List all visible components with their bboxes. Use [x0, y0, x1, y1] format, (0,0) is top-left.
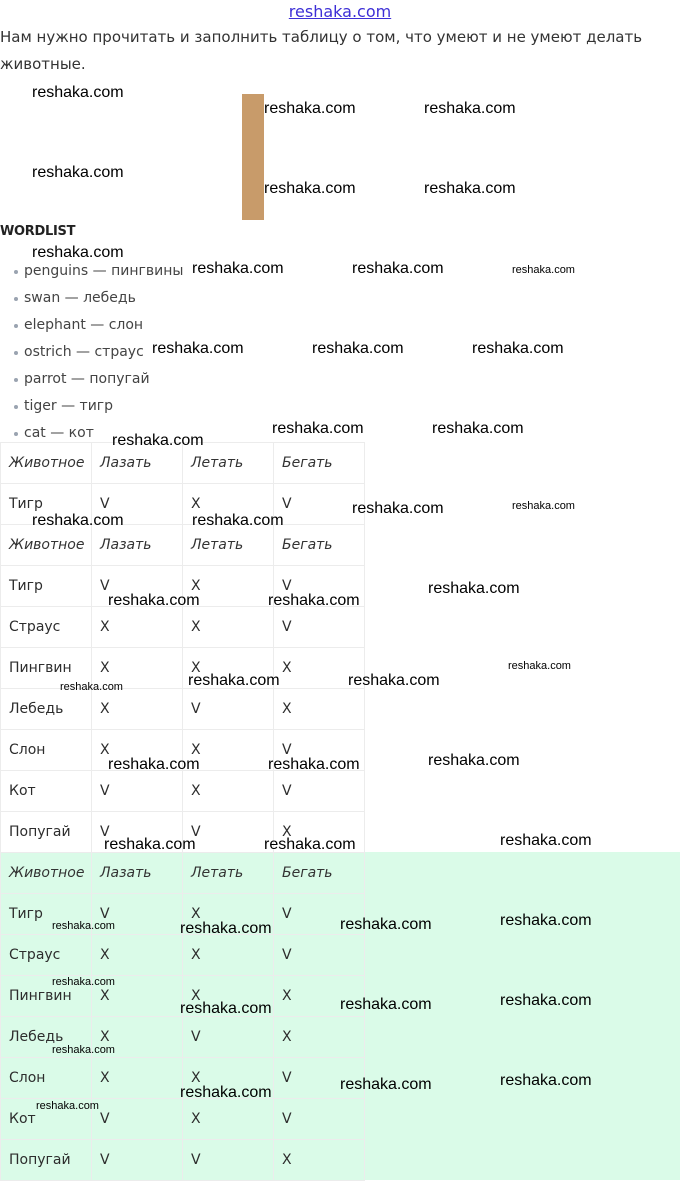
wordlist-item: cat — кот [12, 420, 183, 447]
watermark: reshaka.com [268, 592, 360, 609]
table-cell: X [183, 607, 274, 648]
table-row [1, 1058, 365, 1099]
table-cell: X [92, 976, 183, 1017]
table-cell: V [183, 812, 274, 853]
table-header-cell: Животное [1, 853, 92, 894]
watermark: reshaka.com [312, 340, 404, 357]
table-cell: X [92, 1017, 183, 1058]
wordlist-item: elephant — слон [12, 312, 183, 339]
table-cell: X [92, 730, 183, 771]
watermark: reshaka.com [348, 672, 440, 689]
watermark: reshaka.com [32, 512, 124, 529]
table-row [1, 812, 365, 853]
table-cell: Лебедь [1, 689, 92, 730]
animals-table-partial [0, 442, 365, 525]
table-cell: Кот [1, 1099, 92, 1140]
table-row [1, 1099, 365, 1140]
table-cell: V [92, 1140, 183, 1181]
table-header-cell: Лазать [92, 443, 183, 484]
table-row [1, 976, 365, 1017]
watermark: reshaka.com [264, 180, 356, 197]
table-header-cell: Животное [1, 443, 92, 484]
table-cell: V [274, 894, 365, 935]
table-header-cell: Бегать [274, 853, 365, 894]
table-cell: X [92, 1058, 183, 1099]
table-header-cell: Летать [183, 853, 274, 894]
watermark: reshaka.com [32, 244, 124, 261]
table-header-cell: Летать [183, 443, 274, 484]
table-cell: Попугай [1, 1140, 92, 1181]
table-cell: Тигр [1, 484, 92, 525]
table-cell: Тигр [1, 894, 92, 935]
wordlist-item: tiger — тигр [12, 393, 183, 420]
watermark: reshaka.com [500, 832, 592, 849]
table-cell: X [274, 976, 365, 1017]
watermark: reshaka.com [32, 84, 124, 101]
table-cell: X [183, 976, 274, 1017]
table-cell: X [183, 648, 274, 689]
table-header-cell: Лазать [92, 853, 183, 894]
watermark: reshaka.com [192, 512, 284, 529]
table-cell: X [92, 607, 183, 648]
table-cell: V [92, 812, 183, 853]
wordlist-item: swan — лебедь [12, 285, 183, 312]
watermark: reshaka.com [340, 916, 432, 933]
watermark: reshaka.com [108, 756, 200, 773]
table-row [1, 730, 365, 771]
table-cell: X [274, 648, 365, 689]
table-row [1, 935, 365, 976]
table-cell: V [274, 935, 365, 976]
table-header-cell: Бегать [274, 525, 365, 566]
table-cell: V [183, 1017, 274, 1058]
watermark: reshaka.com [180, 1084, 272, 1101]
watermark: reshaka.com [188, 672, 280, 689]
watermark: reshaka.com [52, 976, 115, 988]
table-row [1, 689, 365, 730]
wordlist-item: ostrich — страус [12, 339, 183, 366]
table-header-row [1, 525, 365, 566]
wordlist-item: penguins — пингвины [12, 258, 183, 285]
table-row [1, 566, 365, 607]
watermark: reshaka.com [264, 100, 356, 117]
watermark: reshaka.com [152, 340, 244, 357]
watermark: reshaka.com [60, 681, 123, 693]
table-cell: X [183, 935, 274, 976]
intro-text: Нам нужно прочитать и заполнить таблицу о том, что умеют и не умеют делать животные. [0, 28, 643, 73]
watermark: reshaka.com [512, 500, 575, 512]
watermark: reshaka.com [340, 1076, 432, 1093]
watermark: reshaka.com [268, 756, 360, 773]
watermark: reshaka.com [36, 1100, 99, 1112]
wordlist-title: WORDLIST [0, 224, 76, 239]
table-cell: X [183, 1099, 274, 1140]
table-cell: Кот [1, 771, 92, 812]
table-cell: V [92, 484, 183, 525]
table-cell: V [92, 1099, 183, 1140]
table-cell: V [274, 566, 365, 607]
table-row [1, 648, 365, 689]
watermark: reshaka.com [264, 836, 356, 853]
watermark: reshaka.com [104, 836, 196, 853]
wordlist-item: parrot — попугай [12, 366, 183, 393]
table-cell: X [92, 689, 183, 730]
table-row [1, 894, 365, 935]
watermark: reshaka.com [424, 100, 516, 117]
table-cell: X [92, 648, 183, 689]
table-cell: Страус [1, 935, 92, 976]
table-cell: X [183, 894, 274, 935]
watermark: reshaka.com [32, 164, 124, 181]
watermark: reshaka.com [52, 920, 115, 932]
table-cell: X [274, 1017, 365, 1058]
table-header-row [1, 443, 365, 484]
table-cell: X [274, 812, 365, 853]
table-cell: Лебедь [1, 1017, 92, 1058]
watermark: reshaka.com [512, 264, 575, 276]
table-cell: X [274, 689, 365, 730]
table-cell: V [274, 607, 365, 648]
watermark: reshaka.com [340, 996, 432, 1013]
table-header-cell: Животное [1, 525, 92, 566]
watermark: reshaka.com [500, 912, 592, 929]
watermark: reshaka.com [500, 1072, 592, 1089]
table-cell: Попугай [1, 812, 92, 853]
table-cell: X [92, 935, 183, 976]
table-cell: X [183, 730, 274, 771]
watermark: reshaka.com [272, 420, 364, 437]
table-header-row [1, 853, 365, 894]
table-row [1, 771, 365, 812]
table-cell: Тигр [1, 566, 92, 607]
site-link[interactable]: reshaka.com [288, 2, 392, 21]
table-cell: X [274, 1140, 365, 1181]
watermark: reshaka.com [428, 752, 520, 769]
animals-table-answer [0, 852, 365, 1181]
table-cell: Пингвин [1, 976, 92, 1017]
table-row [1, 607, 365, 648]
watermark: reshaka.com [52, 1044, 115, 1056]
table-cell: V [274, 771, 365, 812]
wordlist [12, 258, 183, 447]
watermark: reshaka.com [180, 920, 272, 937]
table-cell: V [92, 566, 183, 607]
watermark: reshaka.com [508, 660, 571, 672]
watermark: reshaka.com [432, 420, 524, 437]
table-header-cell: Летать [183, 525, 274, 566]
watermark: reshaka.com [352, 500, 444, 517]
table-cell: Пингвин [1, 648, 92, 689]
table-header-cell: Лазать [92, 525, 183, 566]
table-cell: V [92, 771, 183, 812]
watermark: reshaka.com [424, 180, 516, 197]
table-cell: V [92, 894, 183, 935]
table-row [1, 1140, 365, 1181]
table-cell: X [183, 771, 274, 812]
table-row [1, 484, 365, 525]
watermark: reshaka.com [108, 592, 200, 609]
table-cell: Слон [1, 730, 92, 771]
watermark: reshaka.com [112, 432, 204, 449]
watermark: reshaka.com [472, 340, 564, 357]
table-cell: Слон [1, 1058, 92, 1099]
table-cell: V [274, 484, 365, 525]
table-cell: V [274, 1058, 365, 1099]
watermark: reshaka.com [500, 992, 592, 1009]
decorative-bar [242, 94, 264, 220]
table-header-cell: Бегать [274, 443, 365, 484]
watermark: reshaka.com [428, 580, 520, 597]
table-cell: X [183, 1058, 274, 1099]
animals-table [0, 524, 365, 853]
table-row [1, 1017, 365, 1058]
watermark: reshaka.com [192, 260, 284, 277]
table-cell: X [183, 566, 274, 607]
watermark: reshaka.com [352, 260, 444, 277]
table-cell: X [183, 484, 274, 525]
table-cell: Страус [1, 607, 92, 648]
table-cell: V [274, 1099, 365, 1140]
table-cell: V [274, 730, 365, 771]
watermark: reshaka.com [180, 1000, 272, 1017]
table-cell: V [183, 689, 274, 730]
table-cell: V [183, 1140, 274, 1181]
